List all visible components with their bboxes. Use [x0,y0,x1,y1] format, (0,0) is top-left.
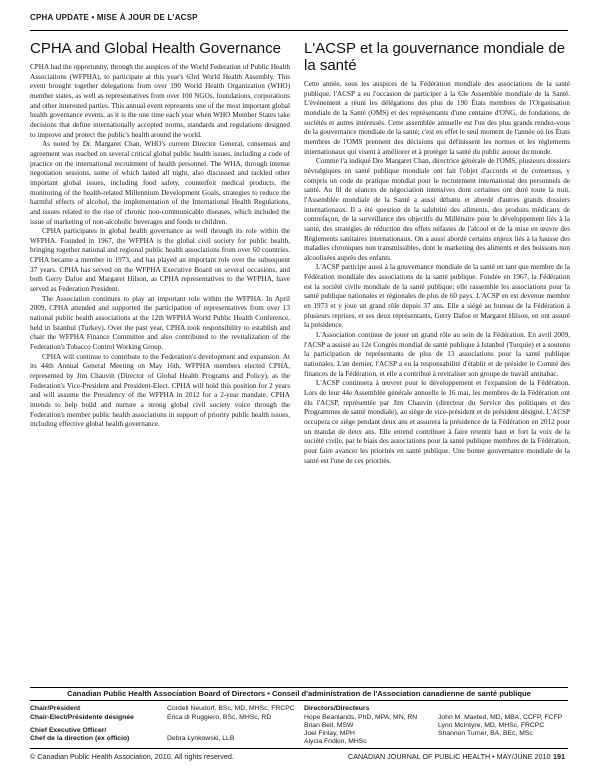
english-paragraph: As noted by Dr. Margaret Chan, WHO's current Director General, consensus and agreement was reached on several critical global public health issues, including a code of practice on the international recruitment of health personnel. The WHA, through intense negotiation sessions, some of which lasted all night, also discussed and tackled other important global issues, including food safety, counterfeit medical products, the monitoring of the health-related Millennium Development Goals, strategies to reduce the harmful effects of alcohol, the implementation of the International Health Regulations, and issues related to the rise of chronic non-communicable diseases, which included the issue of marketing of non-alcoholic beverages and foods to children. [30,140,290,226]
french-column [304,40,570,466]
board-title: Canadian Public Health Association Board of Directors • Conseil d'administration de l'Association canadienne de santé publique [67,689,531,698]
french-paragraph: Comme l'a indiqué Dre Margaret Chan, directrice générale de l'OMS, plusieurs dossiers névralgiques en santé publique mondiale ont fait l'objet d'accords et de consensus, y compris un code de pratique mondial pour le recrutement international des personnels de santé. Au fil de séances de négociation intensives dont certaines ont duré toute la nuit, l'Assemblée mondiale de la Santé a aussi débattu et abordé d'autres grands dossiers internationaux. Il a été question de la salubrité des aliments, des produits médicaux de contrefaçon, de la surveillance des objectifs du Millénaire pour le développement liés à la santé, des stratégies de réduction des effets néfastes de l'alcool et de la mise en œuvre des Règlements sanitaires internationaux. On a aussi abordé certains enjeux liés à la hausse des maladies chroniques non transmissibles, dont le marketing des aliments et des boissons non alcoolisées auprès des enfants. [304,157,570,262]
french-paragraph: L'ACSP participe aussi à la gouvernance mondiale de la santé en tant que membre de la Fédération mondiale des associations de la santé publique. Fondée en 1967, la Fédération est la société civile mondiale de la santé publique; elle rassemble les associations pour la santé publique nationales et régionales de plus de 60 pays. L'ACSP en est devenue membre en 1973 et y joue un grand rôle depuis 37 ans. Elle a siégé au bureau de la Fédération à plusieurs reprises, et ses deux représentants, Gerry Dafoe et Margaret Hilson, en ont assuré la présidence. [304,263,570,330]
ceo-role-line2: Chef de la direction (ex officio) [30,735,130,742]
director-name: Joel Finlay, MPH [304,730,355,737]
english-paragraph: CPHA participates in global health governance as well through its role within the WFPHA. Founded in 1967, the WFPHA is the global civil society for public health, bringing together national and regional public health associations from over 60 countries. CPHA became a member in 1973, and has played an important role over the subsequent 37 years. CPHA has served on the WFPHA Executive Board on several occasions, and both Gerry Dafoe and Margaret Hilson, as CPHA representatives to the WFPHA, have served as Federation President. [30,227,290,294]
french-paragraph: L'Association continue de jouer un grand rôle au sein de la Fédération. En avril 2009, l'ACSP a assisté au 12e Congrès mondial de santé publique à Istanbul (Turquie) et a soutenu la participation de représentants de plus de 13 associations pour la santé publique nationales. L'an dernier, l'ACSP a eu la responsabilité d'établir et de présider le Comité des finances de la Fédération, et elle a contribué à revitaliser son groupe de travail antitabac. [304,331,570,378]
director-name: Brian Bell, MSW [304,722,354,729]
page-number: 191 [553,752,565,761]
english-paragraph: CPHA had the opportunity, through the auspices of the World Federation of Public Health Associations (WFPHA), to participate at this year's 63rd World Health Assembly. This event brought together delegations from over 190 World Health Organization (WHO) member states, as well as representatives from over 100 NGOs, foundations, corporations and other interested parties. This annual event represents one of the most important global health governance events, as it is the one time each year when WHO Member States take decisions that define internationally accepted norms, standards and regulations designed to improve and protect the public's health around the world. [30,63,290,139]
journal-name: CANADIAN JOURNAL OF PUBLIC HEALTH • MAY/JUNE 2010 [348,752,551,761]
french-paragraph: Cette année, sous les auspices de la Fédération mondiale des associations de la santé publique, l'ACSP a eu l'occasion de participer à la 63e Assemblée mondiale de la Santé. L'événement a réuni les délégations des plus de 190 États membres de l'Organisation mondiale de la Santé (OMS) et des représentants d'une centaine d'ONG, de fondations, de sociétés et autres intéressés. Cette assemblée annuelle est l'un des plus grands rendez-vous de la gouvernance mondiale de la santé; c'est en effet le seul moment de l'année où les États membres de l'OMS prennent des décisions qui définissent les normes et les règlements internationaux qui visent à améliorer et à protéger la santé du public autour du monde. [304,80,570,156]
french-body [304,80,570,466]
director-name: Alycia Fridkin, MHSc [304,738,367,745]
board-divider [30,700,568,701]
footer-rule [30,748,568,749]
director-name: Shannon Turner, BA, BEc, MSc [438,730,533,737]
french-title: L'ACSP et la gouvernance mondiale de la santé [304,40,566,74]
director-name: Lynn McIntyre, MD, MHSc, FRCPC [438,722,545,729]
chair-role: Chair/Président [30,705,81,712]
top-rule [30,8,568,31]
section-label: CPHA UPDATE • MISE À JOUR DE L'ACSP [30,13,198,22]
english-column [30,40,290,430]
directors-label: Directors/Directeurs [304,705,370,712]
board-top-rule [30,687,568,688]
director-name: John M. Maxted, MD, MBA, CCFP, FCFP [438,714,563,721]
copyright: © Canadian Public Health Association, 2010. All rights reserved. [30,752,234,761]
chair-elect-role: Chair-Elect/Présidente désignée [30,714,134,721]
english-paragraph: CPHA will continue to contribute to the Federation's development and expansion. At its 44th Annual General Meeting on May 16th, WFPHA members elected CPHA, represented by Jim Chauvin (Director of Global Health Programs and Policy), as the Federation's Vice-President and President-Elect. CPHA will hold this position for 2 years and will assume the Presidency of the WFPHA in 2012 for a 2-year mandate. CPHA intends to help build and nurture a strong global civil society voice through the Federation's member public health associations in support of priority public health issues, including effective global health governance. [30,352,290,429]
ceo-role-line1: Chief Executive Officer/ [30,727,107,734]
director-name: Hope Beanlands, PhD, MPA, MN, RN [304,714,418,721]
english-title: CPHA and Global Health Governance [30,40,281,57]
ceo-name: Debra Lynkowski, LLB [167,735,235,742]
french-paragraph: L'ACSP continuera à œuvrer pour le développement et l'expansion de la Fédération. Lors de leur 44e Assemblée générale annuelle le 16 mai, les membres de la Fédération ont élu l'ACSP, représentée par Jim Chauvin (directeur du Service des politiques et des Programmes de santé mondiale), au siège de vice-président et de président désigné. L'ACSP occupera ce siège pendant deux ans et assurera la présidence de la Fédération en 2012 pour un mandat de deux ans. Elle entend contribuer à faire retentir haut et fort la voix de la société civile, par le biais des associations pour la santé publique membres de la Fédération, pour faire avancer les priorités en santé publique. Une bonne gouvernance mondiale de la santé est l'une de ces priorités. [304,379,570,465]
chair-elect-name: Erica di Ruggiero, BSc, MHSc, RD [167,714,272,721]
english-paragraph: The Association continues to play an important role within the WFPHA. In April 2009, CPHA attended and supported the participation of representatives from over 13 national public health associations at the 12th WFPHA World Public Health Conference, held in Istanbul (Turkey). Over the past year, CPHA took responsibility to establish and chair the WFPHA Finance Committee and also contributed to the revitalization of the Federation's Tobacco Control Working Group. [30,294,290,352]
chair-name: Cordell Neudorf, BSc, MD, MHSc, FRCPC [167,705,295,712]
english-body [30,63,290,430]
